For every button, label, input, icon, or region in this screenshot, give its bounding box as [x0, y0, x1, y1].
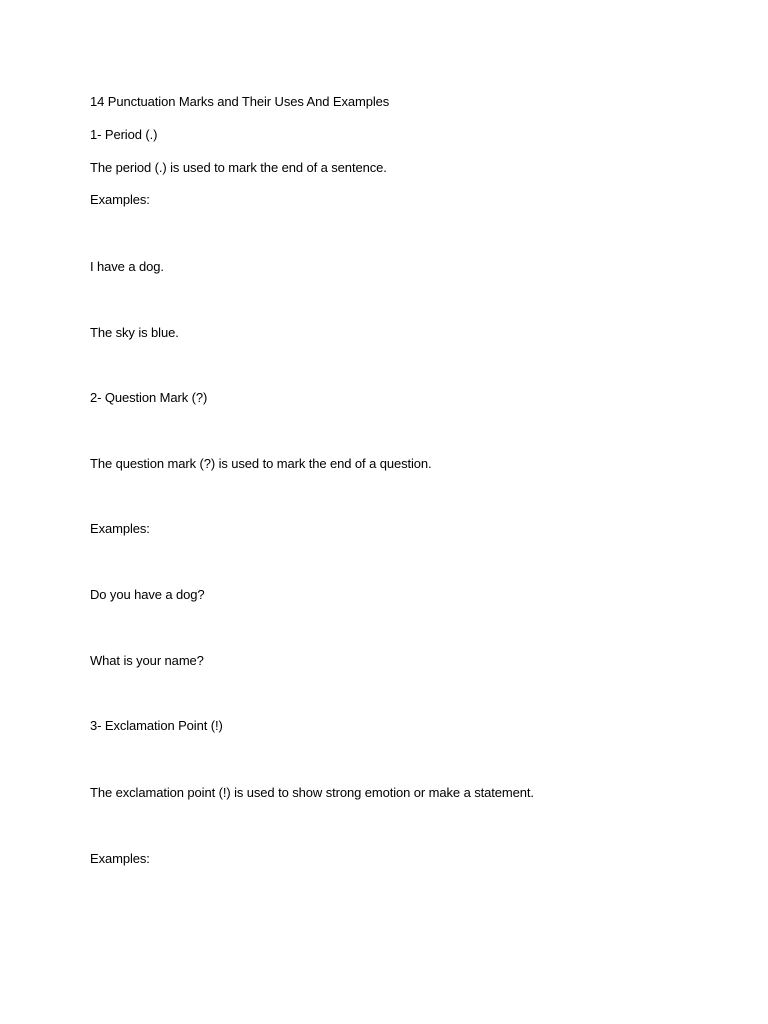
section-description-exclamation-point: The exclamation point (!) is used to show strong emotion or make a statement.	[90, 785, 534, 800]
section-heading-question-mark: 2- Question Mark (?)	[90, 390, 208, 405]
examples-label-exclamation-point: Examples:	[90, 851, 150, 866]
example-item: The sky is blue.	[90, 325, 179, 340]
example-item: I have a dog.	[90, 259, 164, 274]
example-item: Do you have a dog?	[90, 587, 205, 602]
example-item: What is your name?	[90, 653, 204, 668]
examples-label-period: Examples:	[90, 192, 150, 207]
section-description-period: The period (.) is used to mark the end of a sentence.	[90, 160, 387, 175]
section-description-question-mark: The question mark (?) is used to mark the end of a question.	[90, 456, 432, 471]
section-heading-exclamation-point: 3- Exclamation Point (!)	[90, 718, 223, 733]
section-heading-period: 1- Period (.)	[90, 127, 158, 142]
examples-label-question-mark: Examples:	[90, 521, 150, 536]
document-title: 14 Punctuation Marks and Their Uses And Examples	[90, 94, 390, 109]
